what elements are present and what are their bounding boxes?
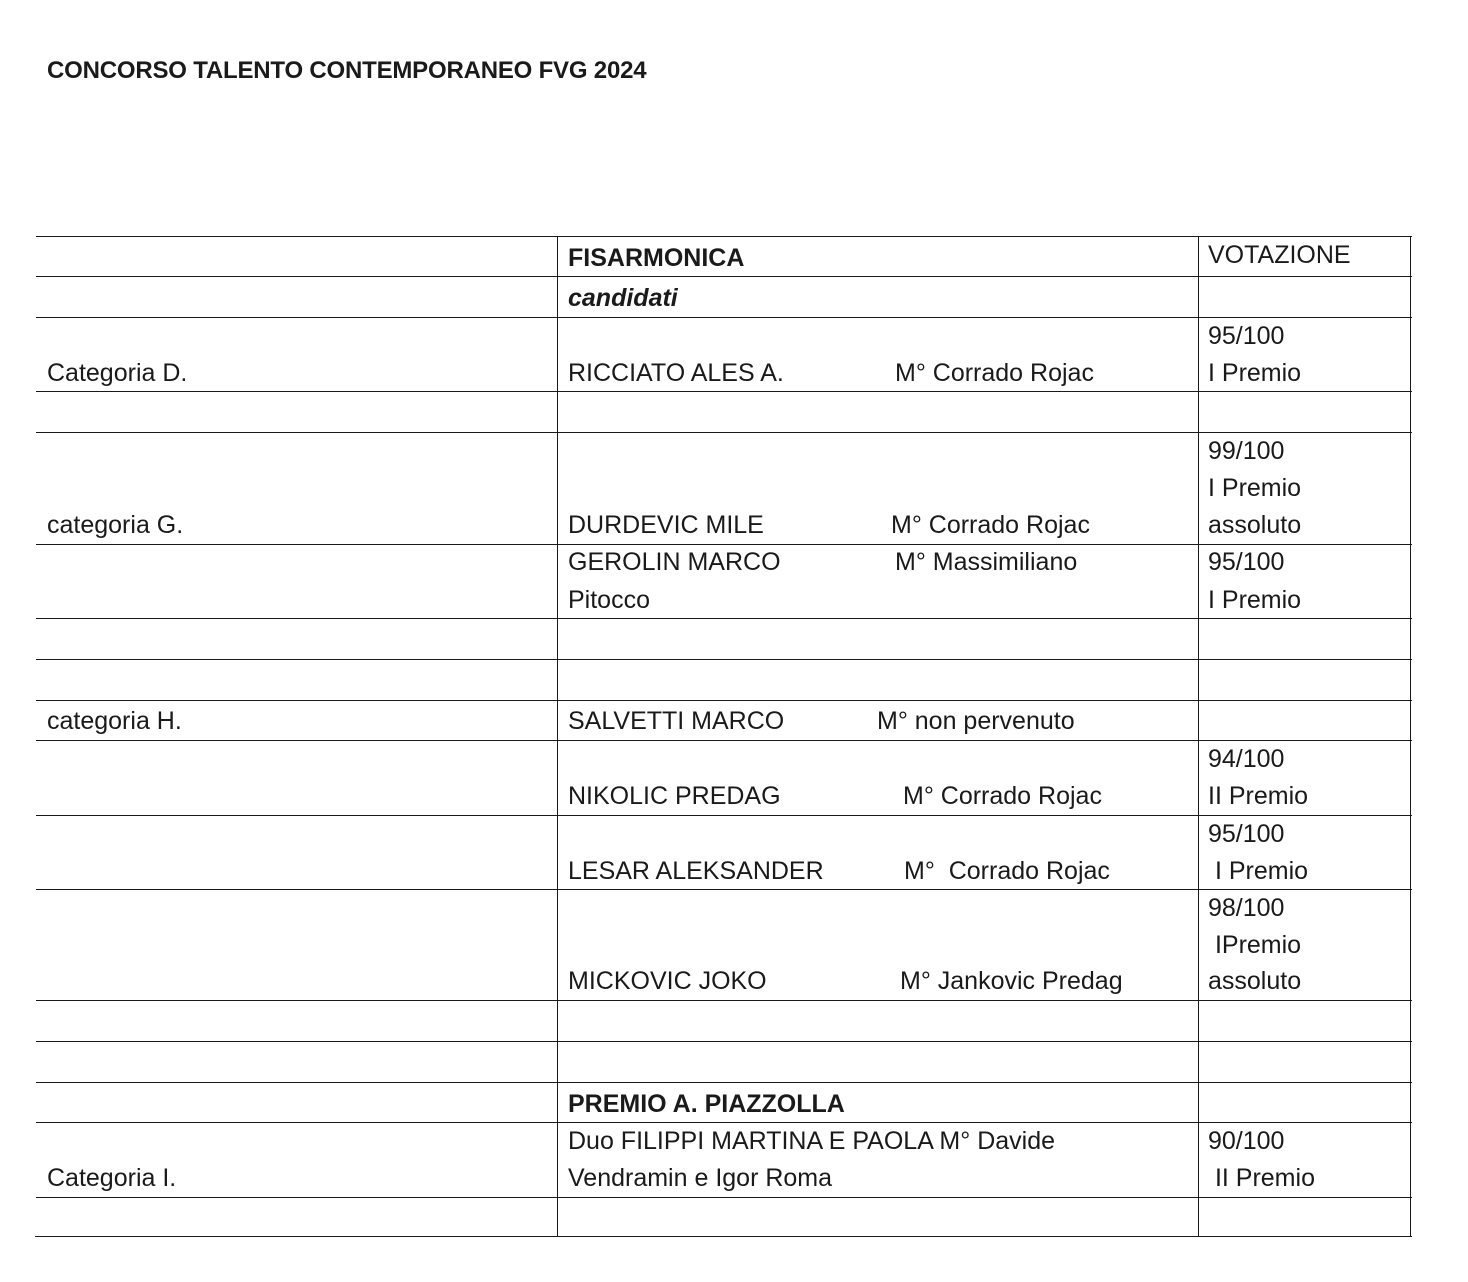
table-rule xyxy=(35,1236,1412,1237)
candidate-name: GEROLIN MARCO xyxy=(568,548,781,576)
teacher-name: M° non pervenuto xyxy=(877,707,1075,735)
table-rule xyxy=(36,1082,1412,1083)
category-label: categoria H. xyxy=(47,707,182,735)
table-rule xyxy=(36,700,1412,701)
table-rule xyxy=(36,317,1412,318)
vote-header: VOTAZIONE xyxy=(1208,241,1351,269)
score: 98/100 xyxy=(1208,894,1285,922)
score: 95/100 xyxy=(1208,548,1285,576)
prize: I Premio xyxy=(1208,359,1302,387)
prize: II Premio xyxy=(1208,1164,1315,1192)
prize-detail: assoluto xyxy=(1208,967,1302,995)
teacher-name-continued: Pitocco xyxy=(568,586,650,614)
table-rule xyxy=(36,1041,1412,1042)
candidate-name: DURDEVIC MILE xyxy=(568,511,764,539)
prize: I Premio xyxy=(1208,586,1302,614)
results-table xyxy=(36,236,1412,1237)
candidate-name-continued: Vendramin e Igor Roma xyxy=(568,1164,833,1192)
score: 94/100 xyxy=(1208,745,1285,773)
teacher-name: M° Corrado Rojac xyxy=(904,857,1110,885)
teacher-name: M° Corrado Rojac xyxy=(903,782,1102,810)
special-prize-title: PREMIO A. PIAZZOLLA xyxy=(568,1090,845,1118)
category-label: Categoria D. xyxy=(47,359,188,387)
table-rule xyxy=(36,236,1412,237)
prize: IPremio xyxy=(1208,931,1302,959)
table-rule xyxy=(36,659,1412,660)
candidates-label: candidati xyxy=(568,284,678,312)
candidate-name: Duo FILIPPI MARTINA E PAOLA M° Davide xyxy=(568,1127,1056,1155)
score: 99/100 xyxy=(1208,437,1285,465)
candidate-name: RICCIATO ALES A. xyxy=(568,359,784,387)
teacher-name: M° Jankovic Predag xyxy=(900,967,1123,995)
score: 95/100 xyxy=(1208,322,1285,350)
table-rule xyxy=(36,740,1412,741)
teacher-name: M° Corrado Rojac xyxy=(895,359,1094,387)
table-rule xyxy=(36,1197,1412,1198)
document-title: CONCORSO TALENTO CONTEMPORANEO FVG 2024 xyxy=(47,57,647,84)
table-rule xyxy=(36,618,1412,619)
teacher-name: M° Massimiliano xyxy=(895,548,1078,576)
prize: I Premio xyxy=(1208,857,1309,885)
teacher-name: M° Corrado Rojac xyxy=(891,511,1090,539)
prize-detail: assoluto xyxy=(1208,511,1302,539)
column-divider xyxy=(1198,236,1199,1237)
candidate-name: SALVETTI MARCO xyxy=(568,707,785,735)
column-divider xyxy=(557,236,558,1237)
score: 95/100 xyxy=(1208,820,1285,848)
candidate-name: NIKOLIC PREDAG xyxy=(568,782,781,810)
table-rule xyxy=(36,1000,1412,1001)
score: 90/100 xyxy=(1208,1127,1285,1155)
category-label: categoria G. xyxy=(47,511,184,539)
category-label: Categoria I. xyxy=(47,1164,177,1192)
table-rule xyxy=(36,432,1412,433)
candidate-name: LESAR ALEKSANDER xyxy=(568,857,824,885)
table-right-border xyxy=(1410,236,1411,1237)
prize: I Premio xyxy=(1208,474,1302,502)
section-title: FISARMONICA xyxy=(568,244,745,272)
candidate-name: MICKOVIC JOKO xyxy=(568,967,767,995)
prize: II Premio xyxy=(1208,782,1309,810)
table-rule xyxy=(36,815,1412,816)
